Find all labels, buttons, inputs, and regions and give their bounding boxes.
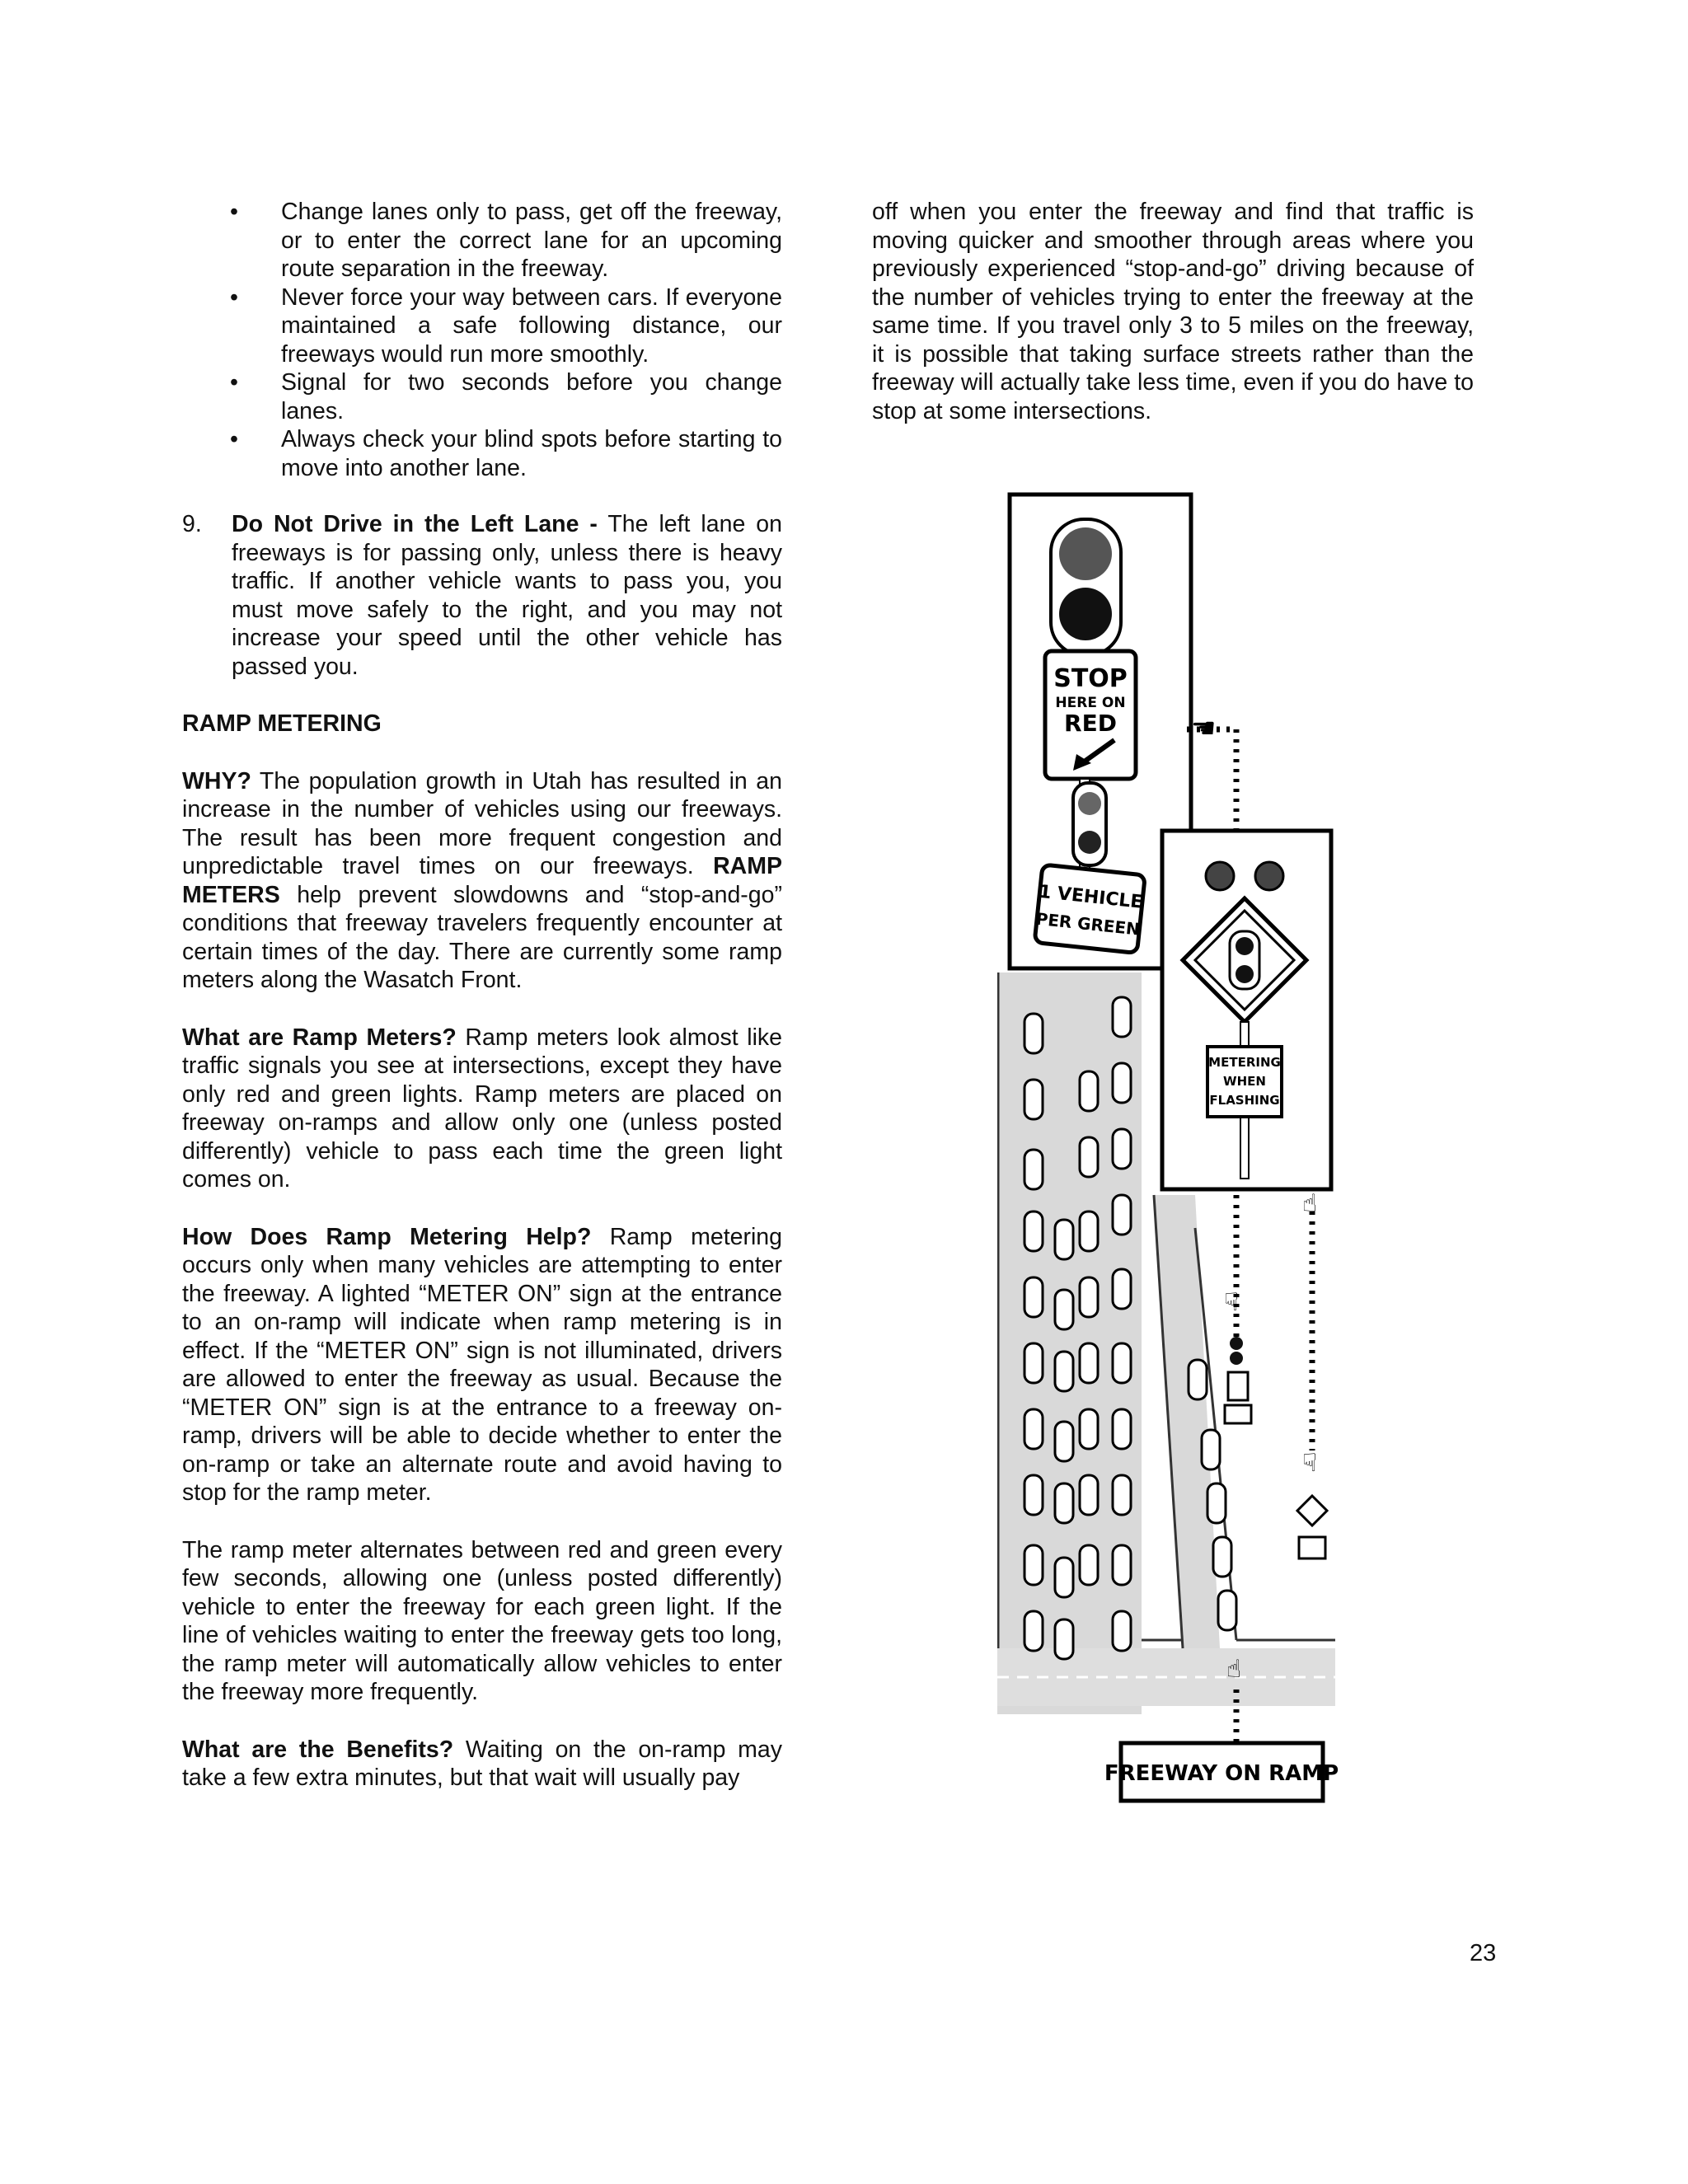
- item-9-title: Do Not Drive in the Left Lane -: [232, 511, 598, 537]
- bullet-item: [182, 284, 782, 369]
- how-paragraph: [182, 1223, 782, 1507]
- metering-sign-line-3: FLASHING: [1209, 1093, 1280, 1108]
- bullet-dot: •: [230, 284, 238, 311]
- how-text: Ramp metering occurs only when many vehicles are attempting to enter the freeway. A lighted “METER ON” sign at the entrance to an on-ramp will indicate when ramp metering is in effect. If the “METER ON” sign is not illuminated, drivers are allowed to enter the freeway as usual. Because the “METER ON” sign is at the entrance to a freeway on-ramp, drivers will be able to decide whether to enter the on-ramp or take an alternate route and avoid having to stop for the ramp meter.: [182, 1223, 782, 1506]
- pointing-hand-icon: ☝: [1302, 1189, 1318, 1218]
- why-text-2: help prevent slowdowns and “stop-and-go” conditions that freeway travelers frequently encounter at certain times of the day. There are currently some ramp meters along the Wasatch Front.: [182, 881, 782, 993]
- stop-sign-line-3: RED: [1064, 710, 1117, 737]
- what-paragraph: [182, 1024, 782, 1194]
- left-column: [182, 198, 782, 1793]
- metering-sign-line-2: WHEN: [1223, 1074, 1266, 1089]
- item-number: 9.: [182, 511, 202, 537]
- why-title: WHY?: [182, 767, 251, 794]
- bullet-item: [182, 198, 782, 284]
- benefits-paragraph: [182, 1736, 782, 1793]
- pointing-hand-icon: ☚: [1191, 712, 1217, 745]
- benefits-title: What are the Benefits?: [182, 1736, 454, 1763]
- right-column: [872, 198, 1474, 425]
- bullet-text: Change lanes only to pass, get off the freeway, or to enter the correct lane for an upcoming route separation in the freeway.: [281, 199, 782, 282]
- stop-sign-line-1: STOP: [1053, 664, 1128, 693]
- ramp-meter-diagram: [997, 486, 1352, 1805]
- vehicle-sign-line-1: 1 VEHICLE: [1037, 881, 1144, 913]
- what-text: Ramp meters look almost like traffic signals you see at intersections, except they have only red and green lights. Ramp meters are placed on freeway on-ramps and allow only one (unless posted differently) vehicle to pass each time the green light comes on.: [182, 1024, 782, 1193]
- pointing-hand-icon: ☟: [1302, 1449, 1318, 1478]
- bullet-dot: •: [230, 199, 238, 225]
- small-metering-sign: [1299, 1537, 1325, 1558]
- small-stop-sign: [1228, 1372, 1248, 1400]
- page-number: 23: [1470, 1940, 1497, 1966]
- bullet-item: [182, 425, 782, 482]
- pointing-hand-icon: ☝: [1226, 1655, 1242, 1684]
- on-ramp-road: [1154, 1195, 1220, 1648]
- bullet-list: [182, 198, 782, 482]
- item-9-text: The left lane on freeways is for passing only, unless there is heavy traffic. If another vehicle wants to pass you, you must move safely to the right, and you may not increase your speed until the other vehicle has passed you.: [232, 511, 782, 680]
- bullet-dot: •: [230, 369, 238, 396]
- green-light-icon: [1059, 588, 1112, 640]
- bullet-text: Always check your blind spots before starting to move into another lane.: [281, 426, 782, 481]
- alternates-paragraph: The ramp meter alternates between red and green every few seconds, allowing one (unless posted differently) vehicle to enter the freeway for each green light. If the line of vehicles waiting to enter the freeway gets too long, the ramp meter will automatically allow vehicles to enter the freeway more frequently.: [182, 1536, 782, 1705]
- freeway-on-ramp-label: FREEWAY ON RAMP: [1104, 1761, 1339, 1786]
- vehicle-sign-line-2: PER GREEN: [1034, 908, 1141, 940]
- bullet-dot: •: [230, 426, 238, 452]
- why-text-1: The population growth in Utah has resulted in an increase in the number of vehicles using our freeways. The result has been more frequent congestion and unpredictable travel times on our freeways.: [182, 767, 782, 879]
- small-diamond-sign: [1297, 1496, 1327, 1526]
- bullet-text: Signal for two seconds before you change lanes.: [281, 369, 782, 424]
- continuation-paragraph: off when you enter the freeway and find that traffic is moving quicker and smoother through areas where you previously experienced “stop-and-go” driving because of the number of vehicles trying to enter the freeway at the same time. If you travel only 3 to 5 miles on the freeway, it is possible that taking surface streets rather than the freeway will actually take less time, even if you do have to stop at some intersections.: [872, 199, 1474, 424]
- pointing-hand-icon: ☟: [1224, 1288, 1240, 1317]
- metering-sign-line-1: METERING: [1208, 1055, 1281, 1070]
- item-9-paragraph: [232, 510, 782, 681]
- why-bold: RAMP METERS: [182, 853, 782, 908]
- section-heading: RAMP METERING: [182, 710, 382, 737]
- bullet-item: [182, 368, 782, 425]
- small-vehicle-sign: [1225, 1405, 1251, 1423]
- benefits-text: Waiting on the on-ramp may take a few extra minutes, but that wait will usually pay: [182, 1736, 783, 1791]
- how-title: How Does Ramp Metering Help?: [182, 1223, 592, 1250]
- bullet-text: Never force your way between cars. If everyone maintained a safe following distance, our freeways would run more smoothly.: [281, 284, 782, 368]
- what-title: What are Ramp Meters?: [182, 1024, 457, 1051]
- stop-sign-line-2: HERE ON: [1055, 695, 1126, 711]
- why-paragraph: [182, 767, 782, 995]
- red-light-icon: [1059, 527, 1112, 580]
- numbered-item-9: [182, 510, 782, 681]
